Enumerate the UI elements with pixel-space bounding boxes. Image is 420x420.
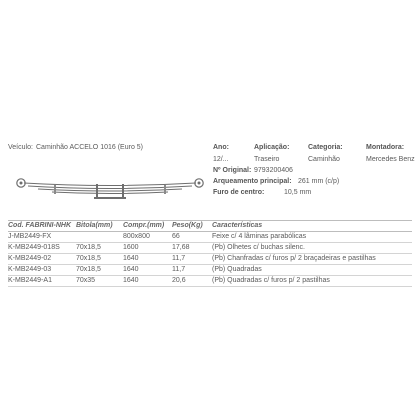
spec-value-ano: 12/... — [213, 156, 229, 163]
furo-centro-value: 10,5 mm — [284, 189, 312, 196]
table-header-bitola: Bitola(mm) — [76, 222, 113, 229]
spec-value-aplicacao: Traseiro — [254, 156, 280, 163]
spec-header-montadora: Montadora: — [366, 144, 405, 151]
spec-header-ano: Ano: — [213, 144, 229, 151]
table-header-code: Cod. FABRINI-NHK — [8, 222, 71, 229]
row-1-comprimento: 800x800 — [123, 233, 150, 240]
row-4-code: K-MB2449-03 — [8, 266, 52, 273]
row-5-rule — [8, 286, 412, 287]
row-5-bitola: 70x35 — [76, 277, 96, 284]
row-2-caracteristicas: (Pb) Olhetes c/ buchas silenc. — [212, 244, 305, 251]
original-number-label: Nº Original: — [213, 167, 252, 174]
spec-header-aplicacao: Aplicação: — [254, 144, 290, 151]
spec-value-categoria: Caminhão — [308, 156, 340, 163]
right-eye-icon — [195, 179, 203, 187]
row-5-caracteristicas: (Pb) Quadradas c/ furos p/ 2 pastilhas — [212, 277, 330, 284]
row-2-rule — [8, 253, 412, 254]
leaf-3 — [38, 189, 182, 191]
leaf-spring-diagram — [10, 168, 210, 208]
left-eye-icon — [17, 179, 25, 187]
arqueamento-label: Arqueamento principal: — [213, 178, 292, 185]
row-3-peso: 11,7 — [172, 255, 186, 262]
arqueamento-value: 261 mm (c/p) — [298, 178, 340, 185]
row-1-code: J-MB2449-FX — [8, 233, 52, 240]
furo-centro-label: Furo de centro: — [213, 189, 265, 196]
vehicle-value: Caminhão ACCELO 1016 (Euro 5) — [36, 144, 143, 151]
leaf-2 — [28, 186, 192, 189]
spec-header-categoria: Categoria: — [308, 144, 343, 151]
row-4-comprimento: 1640 — [123, 266, 139, 273]
leaf-4 — [52, 192, 168, 194]
row-2-code: K-MB2449-018S — [8, 244, 60, 251]
table-header-bottom-rule — [8, 231, 412, 232]
row-3-comprimento: 1640 — [123, 255, 139, 262]
row-2-bitola: 70x18,5 — [76, 244, 101, 251]
table-header-comprimento: Compr.(mm) — [123, 222, 165, 229]
row-3-caracteristicas: (Pb) Chanfradas c/ furos p/ 2 braçadeiras e pastilhas — [212, 255, 376, 262]
row-4-bitola: 70x18,5 — [76, 266, 101, 273]
row-1-peso: 66 — [172, 233, 180, 240]
row-4-peso: 11,7 — [172, 266, 186, 273]
row-5-peso: 20,6 — [172, 277, 186, 284]
table-header-rule — [8, 220, 412, 221]
leaf-spring-leaves — [24, 183, 196, 194]
vehicle-label: Veículo: — [8, 144, 33, 151]
leaf-1 — [24, 183, 196, 186]
table-header-caracteristicas: Características — [212, 222, 263, 229]
row-1-rule — [8, 242, 412, 243]
row-4-caracteristicas: (Pb) Quadradas — [212, 266, 262, 273]
row-3-rule — [8, 264, 412, 265]
spec-value-montadora: Mercedes Benz — [366, 156, 415, 163]
row-2-peso: 17,68 — [172, 244, 190, 251]
row-2-comprimento: 1600 — [123, 244, 139, 251]
row-5-comprimento: 1640 — [123, 277, 139, 284]
original-number-value: 9793200406 — [254, 167, 293, 174]
table-header-peso: Peso(Kg) — [172, 222, 203, 229]
row-4-rule — [8, 275, 412, 276]
row-5-code: K-MB2449-A1 — [8, 277, 52, 284]
row-3-code: K-MB2449-02 — [8, 255, 52, 262]
row-3-bitola: 70x18,5 — [76, 255, 101, 262]
row-1-caracteristicas: Feixe c/ 4 lâminas parabólicas — [212, 233, 307, 240]
